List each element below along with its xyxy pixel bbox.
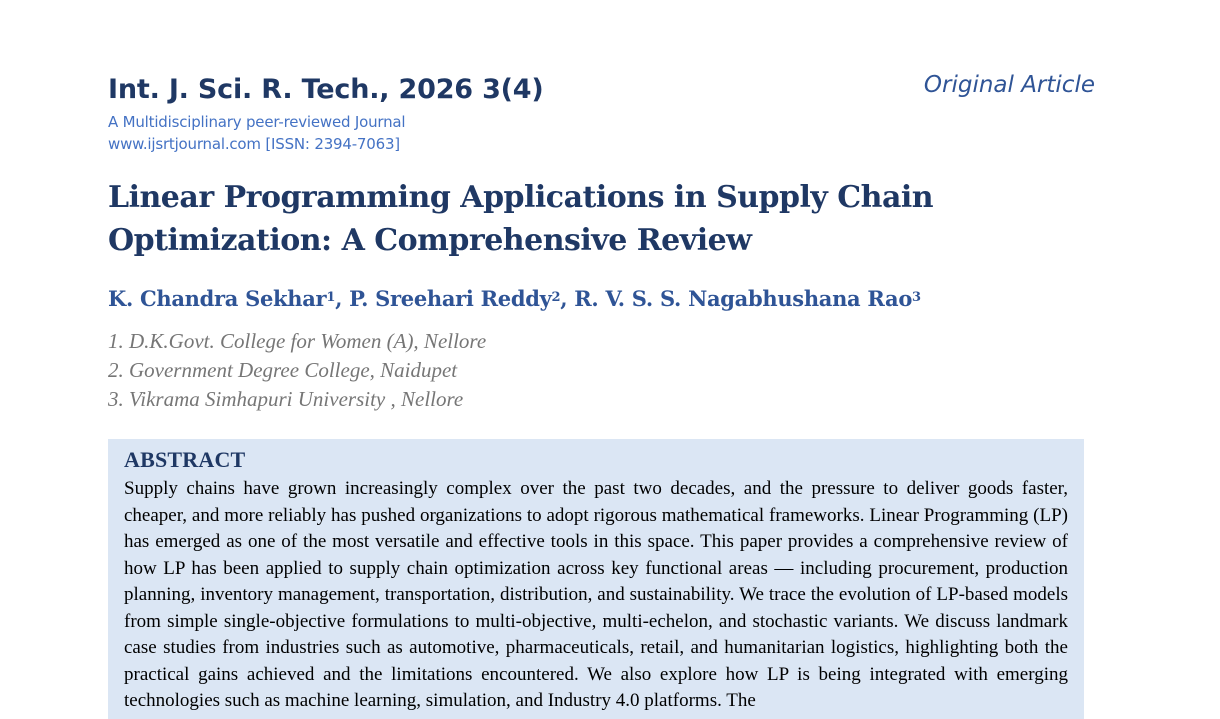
author-affiliation-mark: 3 (912, 290, 921, 305)
author-separator: , (560, 286, 575, 311)
affiliation: 3. Vikrama Simhapuri University , Nellore (108, 387, 464, 411)
affiliation-list (108, 327, 486, 414)
article-title: Linear Programming Applications in Supply Chain Optimization: A Comprehensive Review (108, 180, 934, 258)
journal-website[interactable]: www.ijsrtjournal.com [ISSN: 2394-7063] (108, 135, 400, 153)
author-list (108, 286, 921, 311)
author-name: P. Sreehari Reddy (349, 286, 552, 311)
journal-name: Int. J. Sci. R. Tech., 2026 3(4) (108, 74, 544, 105)
journal-tagline: A Multidisciplinary peer-reviewed Journal (108, 113, 406, 131)
author-affiliation-mark: 2 (551, 290, 561, 305)
author-name: R. V. S. S. Nagabhushana Rao (574, 286, 913, 311)
author-name: K. Chandra Sekhar (108, 286, 327, 311)
author-affiliation-mark: 1 (326, 290, 336, 305)
author-separator: , (335, 286, 350, 311)
affiliation: 2. Government Degree College, Naidupet (108, 358, 458, 382)
abstract-box (108, 439, 1084, 719)
article-type-label: Original Article (923, 72, 1095, 98)
affiliation: 1. D.K.Govt. College for Women (A), Nellore (108, 329, 487, 353)
abstract-text: Supply chains have grown increasingly complex over the past two decades, and the pressure to deliver goods faster, cheaper, and more reliably has pushed organizations to adopt rigorous mathematical frameworks. Linear Programming (LP) has emerged as one of the most versatile and effective tools in this space. This paper provides a comprehensive review of how LP has been applied to supply chain optimization across key functional areas — including procurement, production planning, inventory management, transportation, distribution, and sustainability. We trace the evolution of LP-based models from simple single-objective formulations to multi-objective, multi-echelon, and stochastic variants. We discuss landmark case studies from industries such as automotive, pharmaceuticals, retail, and humanitarian logistics, highlighting both the practical gains achieved and the limitations encountered. We also explore how LP is being integrated with emerging technologies such as machine learning, simulation, and Industry 4.0 platforms. The (124, 478, 1068, 711)
abstract-heading: ABSTRACT (124, 447, 246, 472)
